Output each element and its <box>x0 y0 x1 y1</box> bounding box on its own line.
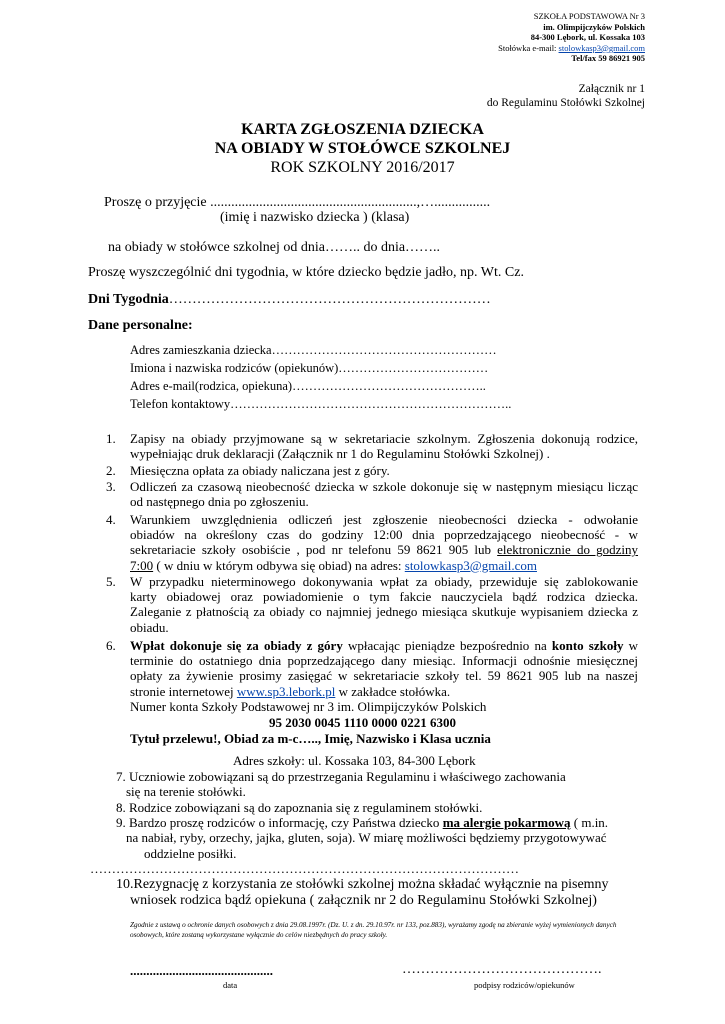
child-address-field[interactable]: Adres zamieszkania dziecka……………………………………………… <box>130 343 497 357</box>
rule-10-line1: 10.Rezygnację z korzystania ze stołówki szkolnej można składać wyłącznie na pisemny <box>116 877 609 892</box>
allergy-emphasis: ma alergie pokarmową <box>442 815 571 830</box>
parent-signature-line[interactable]: ……………………………………. <box>402 962 602 977</box>
school-address-line: Adres szkoły: ul. Kossaka 103, 84-300 Lębork <box>233 753 476 768</box>
rule-2: Miesięczna opłata za obiady naliczana jest z góry. <box>130 463 390 478</box>
days-instruction: Proszę wyszczególnić dni tygodnia, w które dziecko będzie jadło, np. Wt. Cz. <box>88 265 524 280</box>
days-label: Dni Tygodnia <box>88 292 169 307</box>
email-field[interactable]: Adres e-mail(rodzica, opiekuna)……………………………………….. <box>130 379 486 393</box>
attachment-note: Załącznik nr 1 do Regulaminu Stołówki Szkolnej <box>486 83 645 109</box>
rule-8: 8. Rodzice zobowiązani są do zapoznania się z regulaminem stołówki. <box>116 800 483 815</box>
date-label: data <box>223 980 238 990</box>
phone-field[interactable]: Telefon kontaktowy………………………………………………………….. <box>130 397 512 411</box>
parent-signature-label: podpisy rodziców/opiekunów <box>474 980 575 990</box>
date-signature-line[interactable]: ............................................ <box>130 963 273 978</box>
canteen-email: Stołówka e-mail: stolowkasp3@gmail.com <box>498 42 645 53</box>
school-phone: Tel/fax 59 86921 905 <box>571 53 645 64</box>
bank-account: 95 2030 0045 1110 0000 0221 6300 <box>268 715 457 730</box>
email-link[interactable]: stolowkasp3@gmail.com <box>404 557 537 573</box>
email-link[interactable]: stolowkasp3@gmail.com <box>558 42 645 53</box>
rule-7-line2: się na terenie stołówki. <box>126 784 246 799</box>
website-link[interactable]: www.sp3.lebork.pl <box>236 683 336 699</box>
rule-9-line2: na nabiał, ryby, orzechy, jajka, gluten, soja). W miarę możliwości będziemy przygotowywać <box>126 830 607 845</box>
school-name: SZKOŁA PODSTAWOWA Nr 3 <box>533 11 645 21</box>
school-year: ROK SZKOLNY 2016/2017 <box>270 159 455 176</box>
days-line[interactable]: Dni Tygodnia…………………………………………………………… <box>88 292 491 307</box>
rule-7-line1: 7. Uczniowie zobowiązani są do przestrzegania Regulaminu i właściwego zachowania <box>116 769 566 784</box>
form-title-line2: NA OBIADY W STOŁÓWCE SZKOLNEJ <box>214 140 511 157</box>
rule-4: Warunkiem uwzględnienia odliczeń jest zgłoszenie nieobecności dziecka - odwołanie obiadów na określony czas do godziny 12:00 dnia poprzedzającego nieobecność - w sekretariacie szkoły osobiście , pod nr telefonu 59 8621 905 lub elektronicznie do godziny 7:00 ( w dniu w którym odbywa się obiad) na adres: stolowkasp3@gmail.com <box>130 512 639 573</box>
school-header <box>498 11 645 64</box>
data-consent-note: Zgodnie z ustawą o ochronie danych osobowych z dnia 29.08.1997r. (Dz. U. z dn. 29.10.97r. nr 133, poz.883), wyrażamy zgodę na zbieranie wyżej wymienionych danych osobowych, które zostaną wykorzystane wyłącznie do celów niezbędnych do pracy szkoły. <box>130 921 617 939</box>
rule-1: Zapisy na obiady przyjmowane są w sekretariacie szkolnym. Zgłoszenia dokonują rodzice, wypełniając druk deklaracji (Załącznik nr 1 do Regulaminu Stołówki Szkolnej) . <box>130 431 638 462</box>
rule-10-line2: wniosek rodzica bądź opiekuna ( załącznik nr 2 do Regulaminu Stołówki Szkolnej) <box>130 893 597 908</box>
transfer-title: Tytuł przelewu!, Obiad za m-c….., Imię, Nazwisko i Klasa ucznia <box>130 731 491 746</box>
parents-names-field[interactable]: Imiona i nazwiska rodziców (opiekunów)……………………………… <box>130 361 489 375</box>
school-patron: im. Olimpijczyków Polskich <box>543 21 645 32</box>
dates-line[interactable]: na obiady w stołówce szkolnej od dnia…….. do dnia…….. <box>108 240 441 255</box>
personal-data-heading: Dane personalne: <box>88 318 193 333</box>
rule-6: Wpłat dokonuje się za obiady z góry wpłacając pieniądze bezpośrednio na konto szkoły w terminie do ostatniego dnia poprzedzającego dany miesiąc. Informacji odnośnie miesięcznej opłaty za żywienie prosimy zasięgać w sekretariacie szkoły tel. 59 8621 905 lub na naszej stronie internetowej www.sp3.lebork.pl w zakładce stołówka. Numer konta Szkoły Podstawowej nr 3 im. Olimpijczyków Polskich <box>130 638 638 714</box>
school-address: 84-300 Lębork, ul. Kossaka 103 <box>530 32 645 43</box>
rule-9-line3: oddzielne posiłki. <box>144 846 237 861</box>
form-title-line1: KARTA ZGŁOSZENIA DZIECKA <box>241 121 484 138</box>
rule-3: Odliczeń za czasową nieobecność dziecka w szkole dokonuje się w następnym miesiącu licząc od następnego dnia po zgłoszeniu. <box>130 479 638 510</box>
request-hint: (imię i nazwisko dziecka ) (klasa) <box>220 210 410 225</box>
divider: ……………………………………………………………………………………… <box>90 861 519 876</box>
rule-5: W przypadku nieterminowego dokonywania wpłat za obiady, przewiduje się zablokowanie karty obiadowej oraz powiadomienie o tym fakcie nauczyciela bądź rodzica dziecka. Zaleganie z płatnością za obiady co najmniej jednego miesiąca skutkuje wypisaniem dziecka z obiadu. <box>130 574 638 635</box>
rule-9-line1: 9. Bardzo proszę rodziców o informację, czy Państwa dziecko ma alergie pokarmową ( m.in. <box>116 815 609 830</box>
request-line[interactable]: Proszę o przyjęcie ...........................................................,…................ <box>104 195 491 210</box>
